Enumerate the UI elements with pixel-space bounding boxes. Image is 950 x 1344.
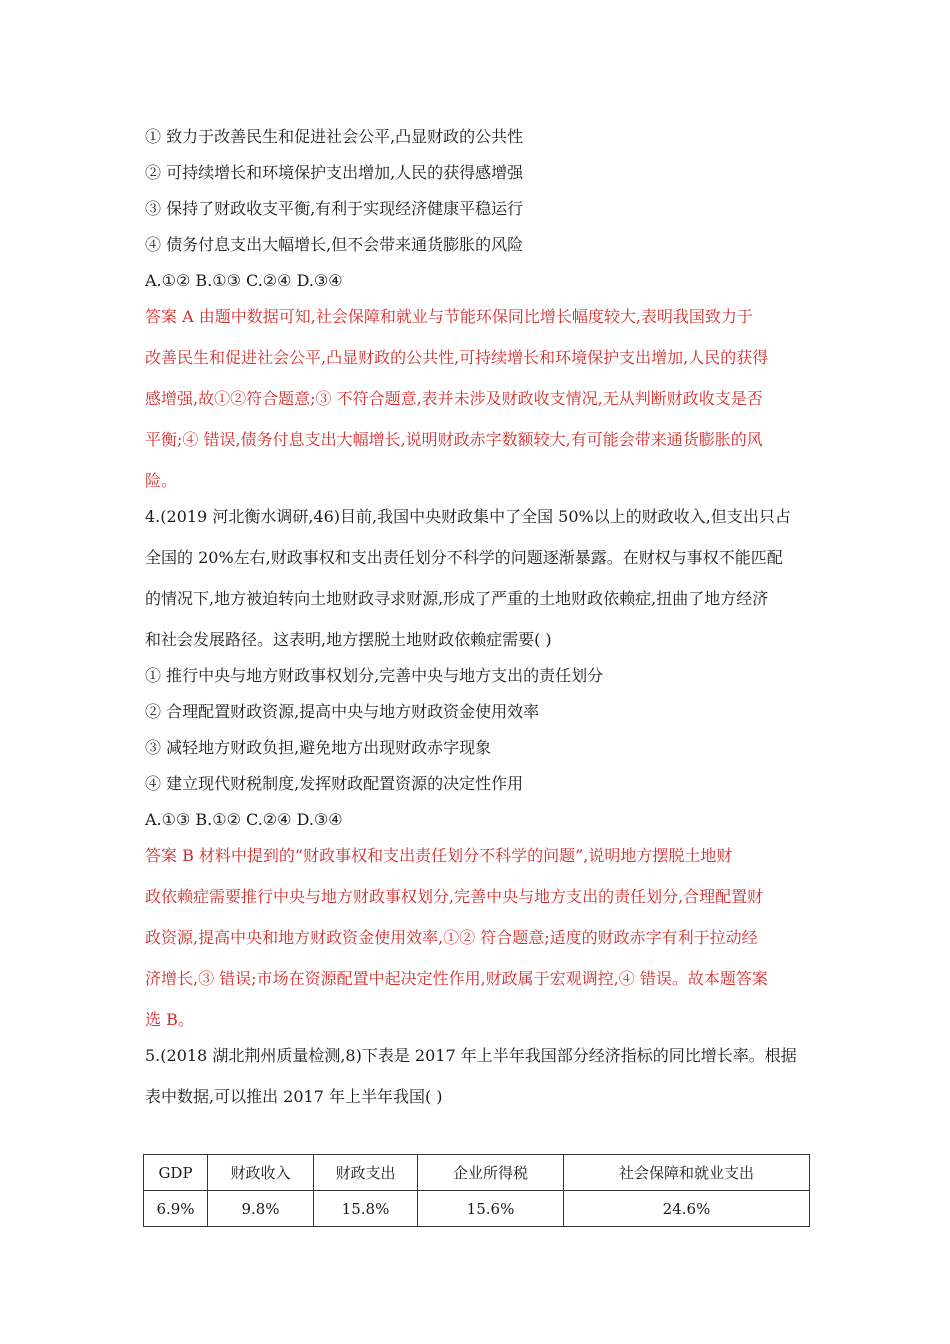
q3-answer-line: 答案 A 由题中数据可知,社会保障和就业与节能环保同比增长幅度较大,表明我国致力于 — [145, 307, 753, 326]
table-header-cell: 财政支出 — [314, 1155, 418, 1191]
q3-option-3: ③ 保持了财政收支平衡,有利于实现经济健康平稳运行 — [145, 199, 524, 218]
q3-option-1: ① 致力于改善民生和促进社会公平,凸显财政的公共性 — [145, 127, 524, 146]
q4-answer-line: 政资源,提高中央和地方财政资金使用效率,①② 符合题意;适度的财政赤字有利于拉动经 — [145, 928, 758, 947]
table-header-cell: 社会保障和就业支出 — [564, 1155, 810, 1191]
q3-answer-line: 险。 — [145, 471, 178, 490]
table-header-cell: 企业所得税 — [418, 1155, 564, 1191]
q4-option-2: ② 合理配置财政资源,提高中央与地方财政资金使用效率 — [145, 702, 540, 721]
q4-stem-line: 和社会发展路径。这表明,地方摆脱土地财政依赖症需要( ) — [145, 630, 552, 649]
table-header-row — [144, 1155, 810, 1191]
q4-stem-line: 4.(2019 河北衡水调研,46)目前,我国中央财政集中了全国 50%以上的财政收入,但支出只占 — [145, 507, 791, 526]
q4-answer-line: 选 B。 — [145, 1010, 194, 1029]
table-cell: 15.8% — [314, 1191, 418, 1227]
q4-option-4: ④ 建立现代财税制度,发挥财政配置资源的决定性作用 — [145, 774, 524, 793]
table-row — [144, 1191, 810, 1227]
q4-option-3: ③ 减轻地方财政负担,避免地方出现财政赤字现象 — [145, 738, 492, 757]
table-cell: 9.8% — [208, 1191, 314, 1227]
table-header-cell: 财政收入 — [208, 1155, 314, 1191]
q3-answer-line: 改善民生和促进社会公平,凸显财政的公共性,可持续增长和环境保护支出增加,人民的获得 — [145, 348, 769, 367]
q4-stem-line: 的情况下,地方被迫转向土地财政寻求财源,形成了严重的土地财政依赖症,扭曲了地方经济 — [145, 589, 769, 608]
q5-stem-line: 5.(2018 湖北荆州质量检测,8)下表是 2017 年上半年我国部分经济指标的同比增长率。根据 — [145, 1046, 797, 1065]
q4-option-1: ① 推行中央与地方财政事权划分,完善中央与地方支出的责任划分 — [145, 666, 604, 685]
q3-choices: A.①② B.①③ C.②④ D.③④ — [145, 271, 343, 290]
q4-answer-line: 政依赖症需要推行中央与地方财政事权划分,完善中央与地方支出的责任划分,合理配置财 — [145, 887, 764, 906]
q4-choices: A.①③ B.①② C.②④ D.③④ — [145, 810, 343, 829]
table-cell: 15.6% — [418, 1191, 564, 1227]
q3-answer-line: 感增强,故①②符合题意;③ 不符合题意,表并未涉及财政收支情况,无从判断财政收支是否 — [145, 389, 763, 408]
table-cell: 6.9% — [144, 1191, 208, 1227]
table-header-cell: GDP — [144, 1155, 208, 1191]
q3-answer-line: 平衡;④ 错误,债务付息支出大幅增长,说明财政赤字数额较大,有可能会带来通货膨胀的风 — [145, 430, 763, 449]
q3-option-4: ④ 债务付息支出大幅增长,但不会带来通货膨胀的风险 — [145, 235, 524, 254]
table-cell: 24.6% — [564, 1191, 810, 1227]
q4-answer-line: 答案 B 材料中提到的“财政事权和支出责任划分不科学的问题”,说明地方摆脱土地财 — [145, 846, 733, 865]
q4-answer-line: 济增长,③ 错误;市场在资源配置中起决定性作用,财政属于宏观调控,④ 错误。故本题答案 — [145, 969, 768, 988]
q3-option-2: ② 可持续增长和环境保护支出增加,人民的获得感增强 — [145, 163, 524, 182]
indicator-table — [143, 1154, 810, 1227]
q5-stem-line: 表中数据,可以推出 2017 年上半年我国( ) — [145, 1087, 443, 1106]
q4-stem-line: 全国的 20%左右,财政事权和支出责任划分不科学的问题逐渐暴露。在财权与事权不能匹配 — [145, 548, 783, 567]
